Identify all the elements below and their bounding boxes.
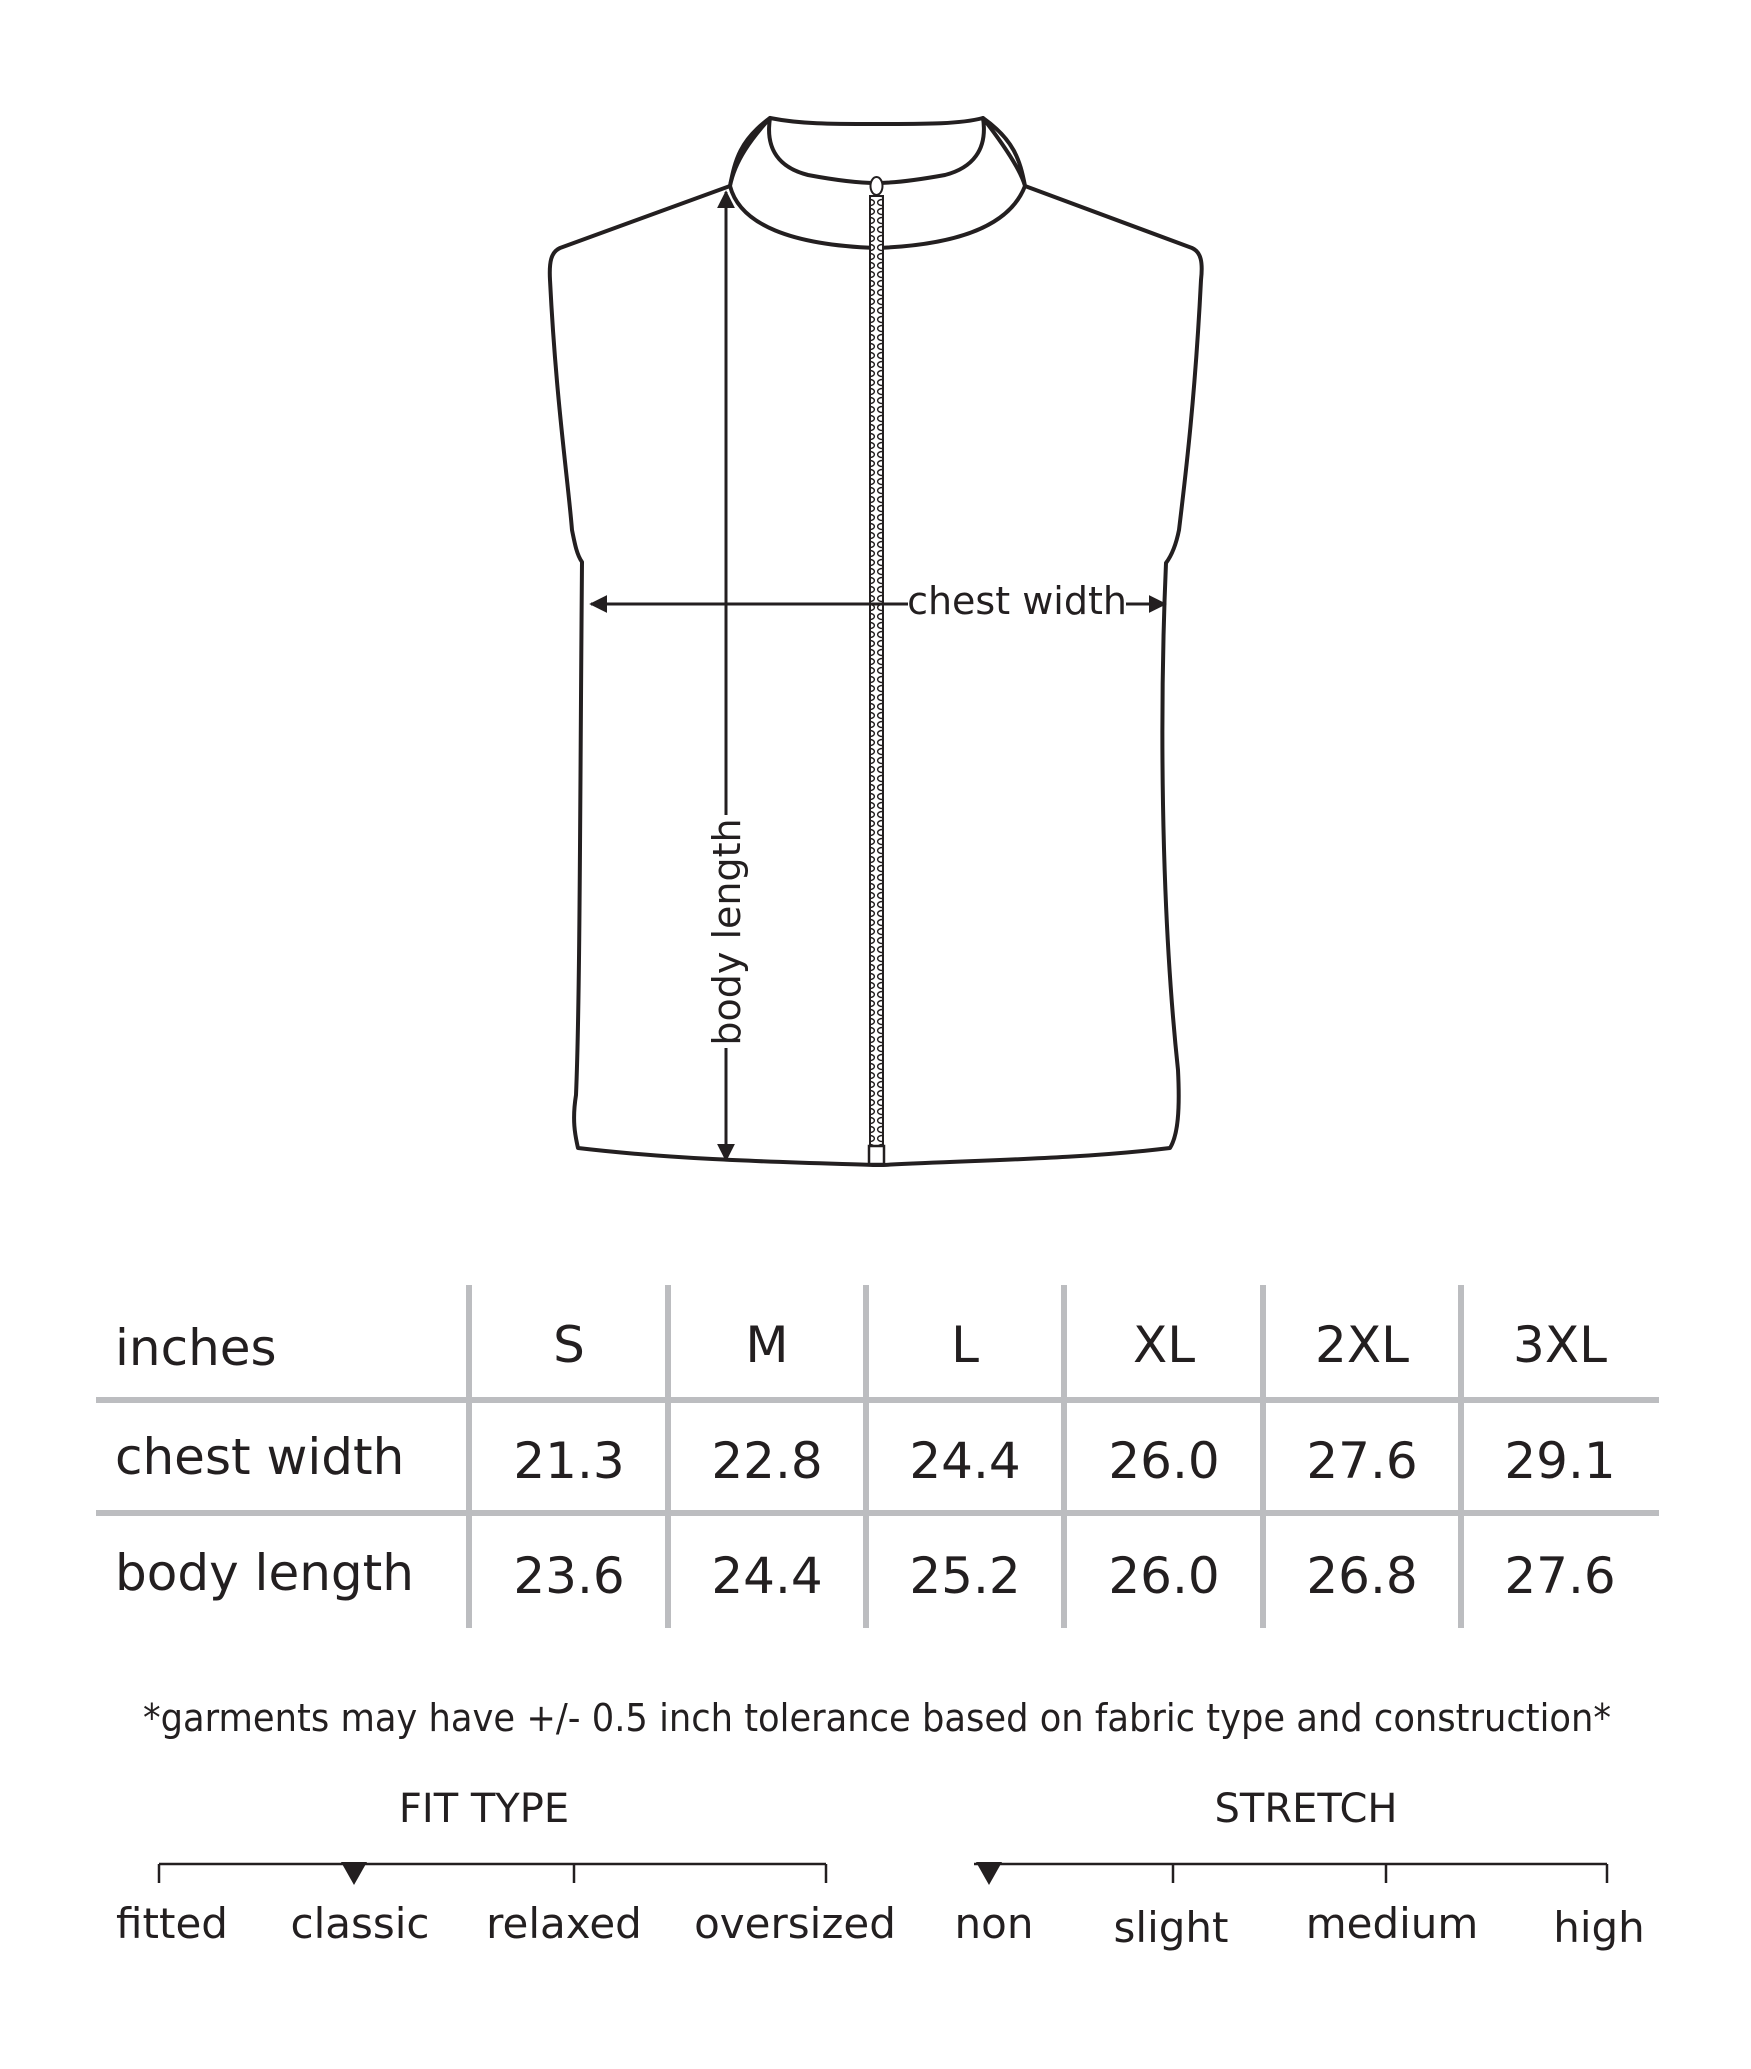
table-cell: 26.0 xyxy=(1108,1432,1220,1490)
unit-label: inches xyxy=(115,1319,277,1377)
stretch-option-slight: slight xyxy=(1113,1903,1229,1952)
fit-option-oversized: oversized xyxy=(694,1899,896,1948)
size-header: 2XL xyxy=(1315,1316,1409,1374)
table-cell: 23.6 xyxy=(513,1547,625,1605)
fit-option-fitted: fitted xyxy=(116,1899,228,1948)
table-cell: 26.0 xyxy=(1108,1547,1220,1605)
stretch-option-non: non xyxy=(954,1899,1034,1948)
size-table xyxy=(96,1285,1659,1628)
fit-option-classic: classic xyxy=(290,1899,430,1948)
vest-diagram xyxy=(545,118,1202,1165)
table-cell: 21.3 xyxy=(513,1432,625,1490)
stretch-scale xyxy=(955,1786,1645,1952)
zipper-stop xyxy=(869,1146,884,1164)
table-cell: 29.1 xyxy=(1504,1432,1616,1490)
table-cell: 26.8 xyxy=(1306,1547,1418,1605)
table-cell: 22.8 xyxy=(711,1432,823,1490)
zipper-track xyxy=(870,196,883,1146)
size-header: L xyxy=(951,1316,979,1374)
tolerance-note: *garments may have +/- 0.5 inch tolerance based on fabric type and construction* xyxy=(143,1696,1611,1740)
table-cell: 24.4 xyxy=(711,1547,823,1605)
size-header: M xyxy=(745,1316,789,1374)
fit-type-title: FIT TYPE xyxy=(398,1786,570,1832)
stretch-title: STRETCH xyxy=(1214,1786,1398,1832)
fit-type-scale xyxy=(116,1786,896,1948)
table-cell: 24.4 xyxy=(909,1432,1021,1490)
size-header: XL xyxy=(1132,1316,1196,1374)
stretch-selected-marker xyxy=(976,1862,1002,1885)
body-length-label: body length xyxy=(705,818,749,1046)
stretch-option-high: high xyxy=(1553,1903,1645,1952)
table-cell: 27.6 xyxy=(1306,1432,1418,1490)
table-cell: 27.6 xyxy=(1504,1547,1616,1605)
chest-width-label: chest width xyxy=(907,579,1127,623)
row-label-body-length: body length xyxy=(115,1544,414,1602)
table-cell: 25.2 xyxy=(909,1547,1021,1605)
zipper-pull xyxy=(871,177,883,195)
size-header: 3XL xyxy=(1513,1316,1607,1374)
size-header: S xyxy=(553,1316,585,1374)
fit-type-selected-marker xyxy=(341,1862,367,1885)
fit-option-relaxed: relaxed xyxy=(486,1899,642,1948)
row-label-chest-width: chest width xyxy=(115,1428,405,1486)
stretch-option-medium: medium xyxy=(1305,1899,1479,1948)
